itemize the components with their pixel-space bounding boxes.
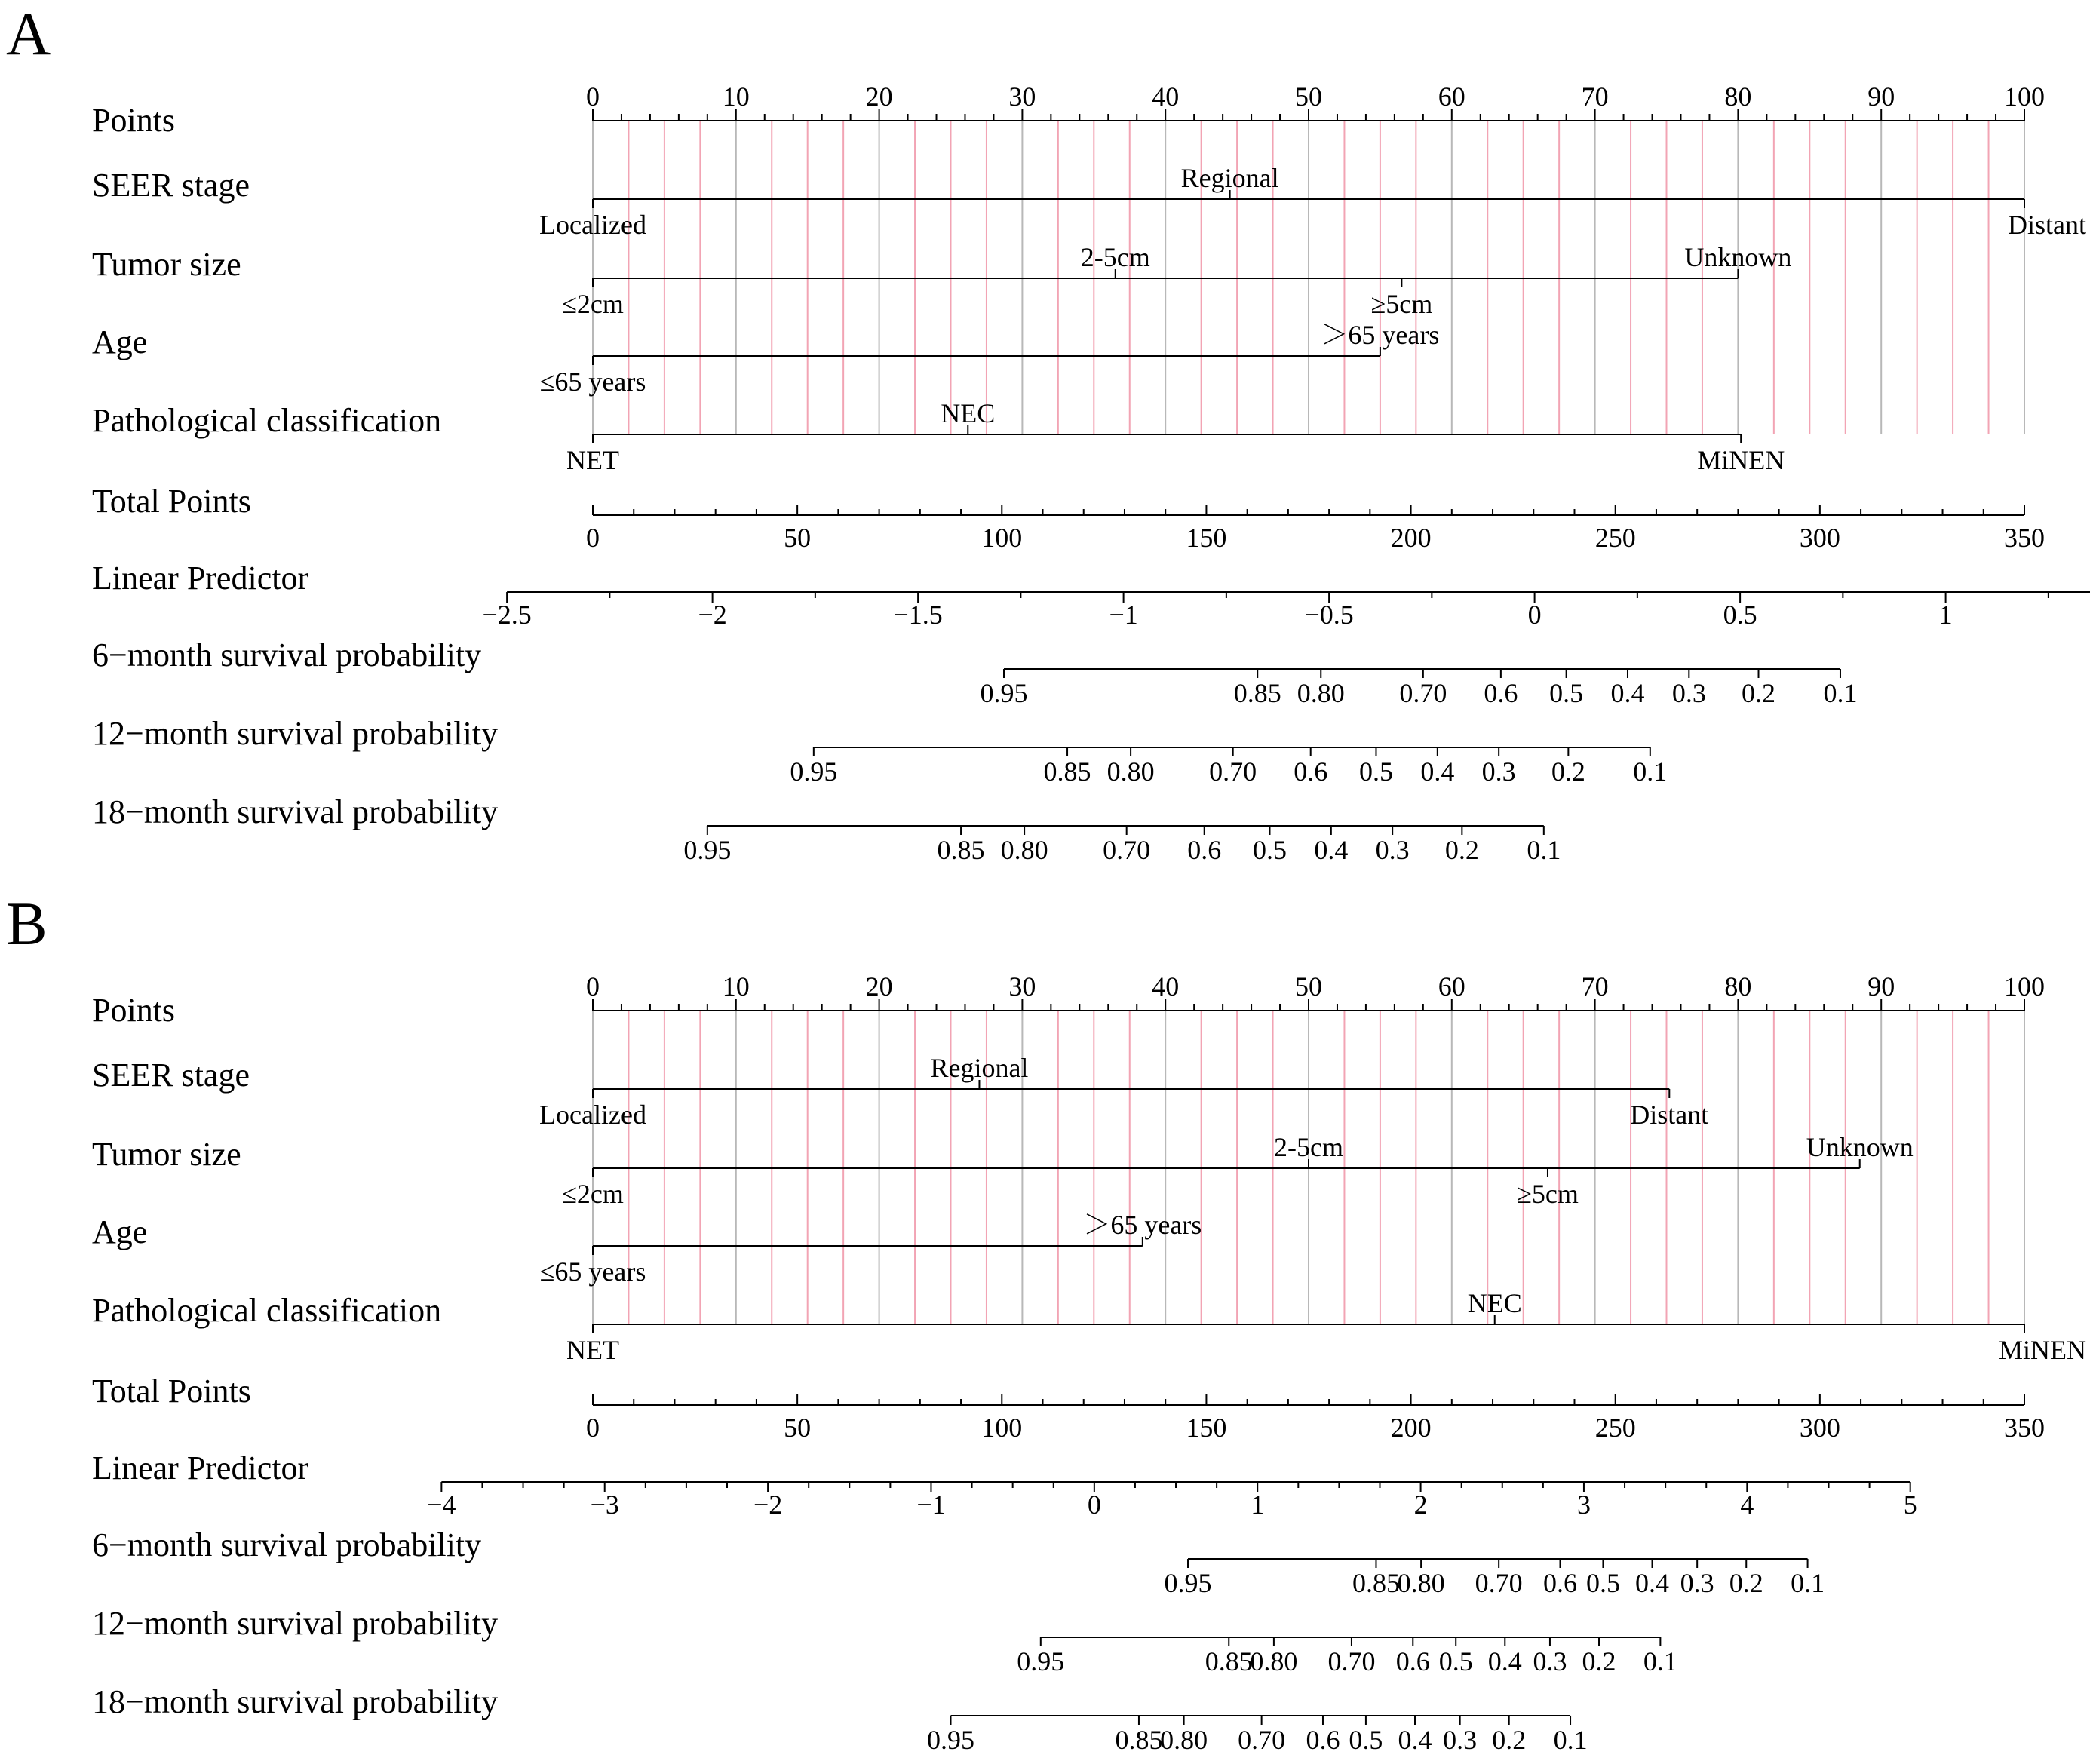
- survival-tick-label: 0.1: [1791, 1568, 1825, 1598]
- survival-tick-label: 0.80: [1397, 1568, 1445, 1598]
- row-label-points: Points: [92, 992, 176, 1029]
- survival-tick-label: 0.4: [1487, 1646, 1522, 1677]
- variable-level-label: Distant: [2008, 210, 2086, 240]
- row-label-linear-predictor: Linear Predictor: [92, 1450, 309, 1486]
- survival-tick-label: 0.2: [1492, 1725, 1527, 1755]
- points-tick-label: 50: [1295, 971, 1322, 1002]
- row-label-survival: 18−month survival probability: [92, 793, 499, 830]
- row-label-variable: Age: [92, 1213, 148, 1250]
- variable-level-label: ≥5cm: [1517, 1179, 1579, 1209]
- total-points-tick-label: 0: [586, 1413, 600, 1443]
- survival-tick-label: 0.80: [1000, 835, 1048, 865]
- linear-predictor-tick-label: −0.5: [1304, 600, 1354, 630]
- points-tick-label: 70: [1581, 971, 1609, 1002]
- survival-tick-label: 0.80: [1160, 1725, 1208, 1755]
- survival-tick-label: 0.95: [1164, 1568, 1212, 1598]
- total-points-tick-label: 100: [981, 523, 1023, 553]
- linear-predictor-tick-label: 3: [1576, 1489, 1591, 1520]
- total-points-tick-label: 300: [1799, 523, 1840, 553]
- total-points-tick-label: 300: [1799, 1413, 1840, 1443]
- variable-level-label: Distant: [1630, 1100, 1709, 1130]
- variable-level-label: Regional: [1180, 163, 1279, 193]
- row-label-variable: SEER stage: [92, 1057, 250, 1094]
- variable-level-label: 2-5cm: [1080, 242, 1150, 272]
- total-points-tick-label: 350: [2004, 1413, 2045, 1443]
- survival-tick-label: 0.80: [1106, 756, 1155, 787]
- row-label-survival: 6−month survival probability: [92, 637, 482, 673]
- survival-tick-label: 0.80: [1250, 1646, 1298, 1677]
- row-label-variable: Pathological classification: [92, 1292, 442, 1329]
- survival-tick-label: 0.70: [1327, 1646, 1376, 1677]
- survival-tick-label: 0.2: [1742, 678, 1776, 708]
- row-label-total-points: Total Points: [92, 1373, 251, 1410]
- points-tick-label: 20: [865, 81, 893, 112]
- survival-tick-label: 0.1: [1527, 835, 1561, 865]
- survival-tick-label: 0.4: [1635, 1568, 1670, 1598]
- survival-tick-label: 0.6: [1543, 1568, 1578, 1598]
- survival-tick-label: 0.85: [1043, 756, 1091, 787]
- total-points-tick-label: 250: [1594, 1413, 1636, 1443]
- survival-tick-label: 0.2: [1729, 1568, 1763, 1598]
- survival-tick-label: 0.85: [937, 835, 985, 865]
- row-label-points: Points: [92, 102, 176, 139]
- row-label-variable: Pathological classification: [92, 402, 442, 439]
- variable-level-label: ＞65 years: [1083, 1210, 1202, 1240]
- variable-level-label: Unknown: [1684, 242, 1792, 272]
- survival-tick-label: 0.5: [1349, 1725, 1383, 1755]
- survival-tick-label: 0.6: [1395, 1646, 1430, 1677]
- points-tick-label: 50: [1295, 81, 1322, 112]
- survival-tick-label: 0.2: [1551, 756, 1585, 787]
- survival-tick-label: 0.70: [1399, 678, 1447, 708]
- total-points-tick-label: 50: [784, 1413, 812, 1443]
- points-tick-label: 0: [586, 81, 600, 112]
- survival-tick-label: 0.3: [1671, 678, 1706, 708]
- variable-level-label: Localized: [539, 1100, 646, 1130]
- survival-tick-label: 0.95: [980, 678, 1028, 708]
- row-label-total-points: Total Points: [92, 483, 251, 520]
- points-tick-label: 60: [1438, 971, 1465, 1002]
- variable-level-label: ≤65 years: [539, 1256, 646, 1287]
- survival-tick-label: 0.5: [1549, 678, 1584, 708]
- points-tick-label: 100: [2004, 971, 2045, 1002]
- points-tick-label: 10: [722, 971, 750, 1002]
- survival-tick-label: 0.3: [1481, 756, 1516, 787]
- survival-tick-label: 0.2: [1444, 835, 1479, 865]
- variable-level-label: ≤2cm: [562, 289, 624, 319]
- survival-tick-label: 0.70: [1209, 756, 1257, 787]
- variable-level-label: Regional: [930, 1053, 1029, 1083]
- total-points-tick-label: 50: [784, 523, 812, 553]
- survival-tick-label: 0.3: [1680, 1568, 1714, 1598]
- linear-predictor-tick-label: 5: [1903, 1489, 1917, 1520]
- total-points-tick-label: 350: [2004, 523, 2045, 553]
- variable-level-label: Localized: [539, 210, 646, 240]
- points-tick-label: 30: [1008, 971, 1036, 1002]
- variable-level-label: MiNEN: [1697, 445, 1785, 475]
- points-tick-label: 70: [1581, 81, 1609, 112]
- survival-tick-label: 0.4: [1610, 678, 1645, 708]
- linear-predictor-tick-label: −2: [753, 1489, 783, 1520]
- row-label-variable: Tumor size: [92, 1136, 241, 1173]
- survival-tick-label: 0.5: [1438, 1646, 1473, 1677]
- survival-tick-label: 0.4: [1398, 1725, 1432, 1755]
- variable-level-label: ＞65 years: [1321, 320, 1440, 350]
- total-points-tick-label: 0: [586, 523, 600, 553]
- panel-label: B: [6, 889, 48, 958]
- survival-tick-label: 0.85: [1205, 1646, 1253, 1677]
- survival-tick-label: 0.3: [1375, 835, 1410, 865]
- row-label-survival: 12−month survival probability: [92, 1605, 499, 1642]
- variable-level-label: ≥5cm: [1370, 289, 1433, 319]
- linear-predictor-tick-label: 0: [1527, 600, 1542, 630]
- survival-tick-label: 0.5: [1358, 756, 1393, 787]
- variable-level-label: ≤2cm: [562, 1179, 624, 1209]
- points-tick-label: 90: [1867, 81, 1895, 112]
- linear-predictor-tick-label: 1: [1251, 1489, 1265, 1520]
- points-tick-label: 80: [1724, 81, 1752, 112]
- survival-tick-label: 0.95: [790, 756, 838, 787]
- row-label-variable: SEER stage: [92, 167, 250, 204]
- row-label-survival: 6−month survival probability: [92, 1526, 482, 1563]
- survival-tick-label: 0.85: [1352, 1568, 1400, 1598]
- survival-tick-label: 0.85: [1233, 678, 1281, 708]
- variable-level-label: NET: [566, 445, 619, 475]
- survival-tick-label: 0.85: [1115, 1725, 1163, 1755]
- row-label-variable: Tumor size: [92, 246, 241, 283]
- survival-tick-label: 0.1: [1553, 1725, 1588, 1755]
- points-tick-label: 40: [1152, 971, 1180, 1002]
- points-tick-label: 30: [1008, 81, 1036, 112]
- linear-predictor-tick-label: 1: [1938, 600, 1953, 630]
- total-points-tick-label: 100: [981, 1413, 1023, 1443]
- survival-tick-label: 0.95: [927, 1725, 974, 1755]
- linear-predictor-tick-label: −4: [427, 1489, 456, 1520]
- survival-tick-label: 0.95: [1017, 1646, 1065, 1677]
- linear-predictor-tick-label: −1.5: [893, 600, 943, 630]
- points-tick-label: 90: [1867, 971, 1895, 1002]
- total-points-tick-label: 200: [1390, 523, 1432, 553]
- survival-tick-label: 0.4: [1314, 835, 1349, 865]
- survival-tick-label: 0.1: [1643, 1646, 1677, 1677]
- row-label-survival: 12−month survival probability: [92, 715, 499, 752]
- variable-level-label: MiNEN: [1999, 1335, 2086, 1365]
- row-label-variable: Age: [92, 324, 148, 360]
- survival-tick-label: 0.6: [1484, 678, 1518, 708]
- linear-predictor-tick-label: 4: [1740, 1489, 1754, 1520]
- linear-predictor-tick-label: 2: [1413, 1489, 1428, 1520]
- linear-predictor-tick-label: 0: [1087, 1489, 1101, 1520]
- points-tick-label: 60: [1438, 81, 1465, 112]
- panel-label: A: [6, 0, 51, 68]
- survival-tick-label: 0.70: [1103, 835, 1151, 865]
- points-tick-label: 80: [1724, 971, 1752, 1002]
- total-points-tick-label: 150: [1186, 523, 1227, 553]
- survival-tick-label: 0.3: [1533, 1646, 1567, 1677]
- variable-level-label: NEC: [1467, 1288, 1522, 1318]
- row-label-survival: 18−month survival probability: [92, 1683, 499, 1720]
- linear-predictor-tick-label: −3: [590, 1489, 619, 1520]
- row-label-linear-predictor: Linear Predictor: [92, 560, 309, 597]
- variable-level-label: Unknown: [1806, 1132, 1914, 1162]
- points-tick-label: 100: [2004, 81, 2045, 112]
- survival-tick-label: 0.1: [1823, 678, 1858, 708]
- total-points-tick-label: 150: [1186, 1413, 1227, 1443]
- survival-tick-label: 0.3: [1443, 1725, 1478, 1755]
- survival-tick-label: 0.6: [1187, 835, 1222, 865]
- survival-tick-label: 0.6: [1294, 756, 1328, 787]
- variable-level-label: NET: [566, 1335, 619, 1365]
- variable-level-label: NEC: [941, 398, 996, 428]
- points-tick-label: 10: [722, 81, 750, 112]
- survival-tick-label: 0.1: [1633, 756, 1668, 787]
- total-points-tick-label: 200: [1390, 1413, 1432, 1443]
- survival-tick-label: 0.70: [1475, 1568, 1523, 1598]
- survival-tick-label: 0.4: [1420, 756, 1455, 787]
- variable-level-label: ≤65 years: [539, 367, 646, 397]
- survival-tick-label: 0.95: [683, 835, 732, 865]
- points-tick-label: 0: [586, 971, 600, 1002]
- total-points-tick-label: 250: [1594, 523, 1636, 553]
- survival-tick-label: 0.6: [1306, 1725, 1340, 1755]
- survival-tick-label: 0.70: [1238, 1725, 1286, 1755]
- variable-level-label: 2-5cm: [1274, 1132, 1343, 1162]
- linear-predictor-tick-label: −2.5: [482, 600, 532, 630]
- points-tick-label: 40: [1152, 81, 1180, 112]
- survival-tick-label: 0.2: [1582, 1646, 1616, 1677]
- survival-tick-label: 0.5: [1585, 1568, 1620, 1598]
- linear-predictor-tick-label: 0.5: [1723, 600, 1757, 630]
- linear-predictor-tick-label: −2: [698, 600, 727, 630]
- linear-predictor-tick-label: −1: [916, 1489, 946, 1520]
- survival-tick-label: 0.5: [1252, 835, 1287, 865]
- survival-tick-label: 0.80: [1297, 678, 1345, 708]
- points-tick-label: 20: [865, 971, 893, 1002]
- linear-predictor-tick-label: −1: [1109, 600, 1138, 630]
